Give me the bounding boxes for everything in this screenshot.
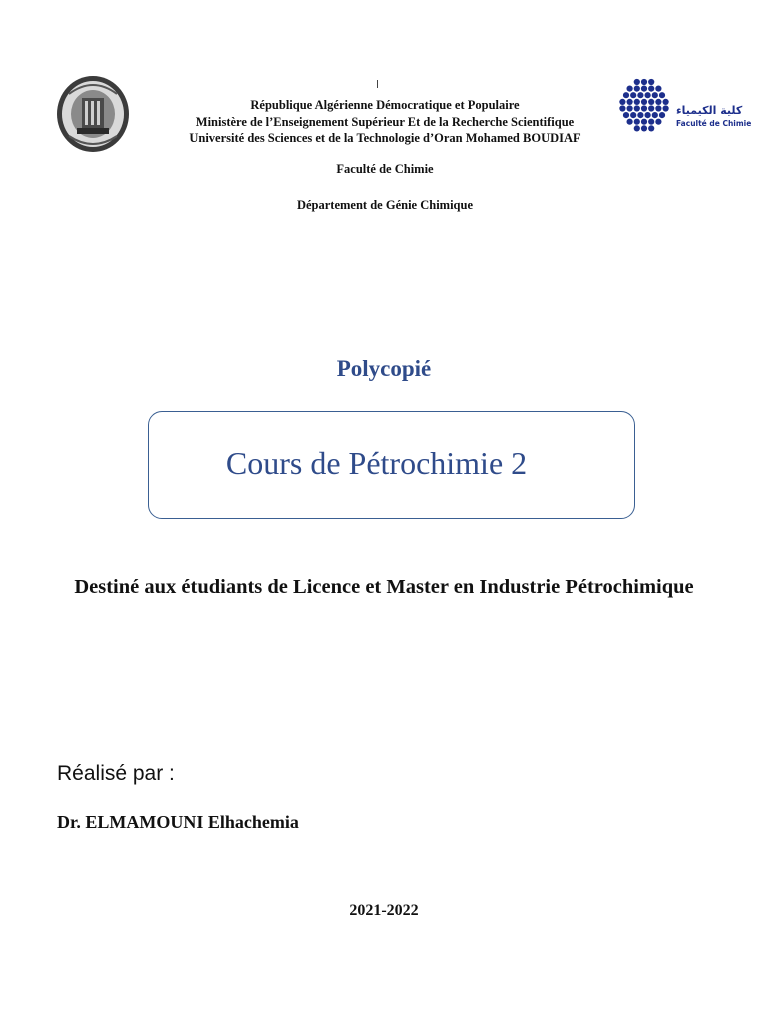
molecule-dot [630, 112, 636, 118]
molecule-dot [641, 105, 647, 111]
molecule-dot [655, 105, 661, 111]
molecule-dot [634, 86, 640, 92]
molecule-dot [641, 125, 647, 131]
molecule-dot [630, 92, 636, 98]
document-type-label: Polycopié [336, 356, 432, 381]
molecule-dot [659, 92, 665, 98]
molecule-dot [634, 119, 640, 125]
header-mark [377, 80, 378, 88]
molecule-dot [637, 92, 643, 98]
molecule-dot [641, 99, 647, 105]
molecule-dot [648, 86, 654, 92]
molecule-dot [627, 99, 633, 105]
header-universite: Université des Sciences et de la Technologie d’Oran Mohamed BOUDIAF [189, 131, 581, 145]
molecule-dot [627, 86, 633, 92]
title-box [148, 411, 635, 519]
molecule-dot [619, 105, 625, 111]
molecule-dot [623, 92, 629, 98]
molecule-dot [641, 79, 647, 85]
header-faculte: Faculté de Chimie [336, 161, 434, 176]
author-name: Dr. ELMAMOUNI Elhachemia [57, 812, 299, 832]
header-republique: République Algérienne Démocratique et Populaire [250, 98, 520, 112]
molecule-dot [637, 112, 643, 118]
faculty-logo [614, 76, 752, 158]
molecule-dot [652, 112, 658, 118]
molecule-dot [641, 119, 647, 125]
molecule-dot [627, 119, 633, 125]
molecule-dot [663, 99, 669, 105]
molecule-dot [652, 92, 658, 98]
institution-header [160, 97, 610, 214]
faculty-logo-label: Faculté de Chimie [676, 119, 752, 128]
molecule-dot [648, 125, 654, 131]
faculty-logo-arabic: كلية الكيمياء [676, 104, 743, 117]
molecule-dot [659, 112, 665, 118]
molecule-dot [641, 86, 647, 92]
academic-year: 2021-2022 [349, 902, 419, 919]
molecule-dot [648, 79, 654, 85]
molecule-dot [627, 105, 633, 111]
molecule-dot [634, 99, 640, 105]
molecule-dot [623, 112, 629, 118]
molecule-dot [645, 92, 651, 98]
molecule-dot [648, 99, 654, 105]
molecule-dot [619, 99, 625, 105]
course-title: Cours de Pétrochimie 2 [225, 445, 528, 481]
molecule-dot [648, 105, 654, 111]
molecule-dot [655, 119, 661, 125]
molecule-dot [634, 105, 640, 111]
molecule-dot [663, 105, 669, 111]
author-label: Réalisé par : [57, 762, 175, 785]
audience-statement: Destiné aux étudiants de Licence et Master en Industrie Pétrochimique [74, 576, 694, 598]
university-logo [55, 74, 131, 154]
molecule-dot [648, 119, 654, 125]
header-ministere: Ministère de l’Enseignement Supérieur Et de la Recherche Scientifique [195, 114, 575, 129]
molecule-dot [655, 99, 661, 105]
molecule-dot [634, 125, 640, 131]
molecule-dot [634, 79, 640, 85]
header-departement: Département de Génie Chimique [296, 198, 474, 212]
molecule-dot [645, 112, 651, 118]
molecule-dot [655, 86, 661, 92]
